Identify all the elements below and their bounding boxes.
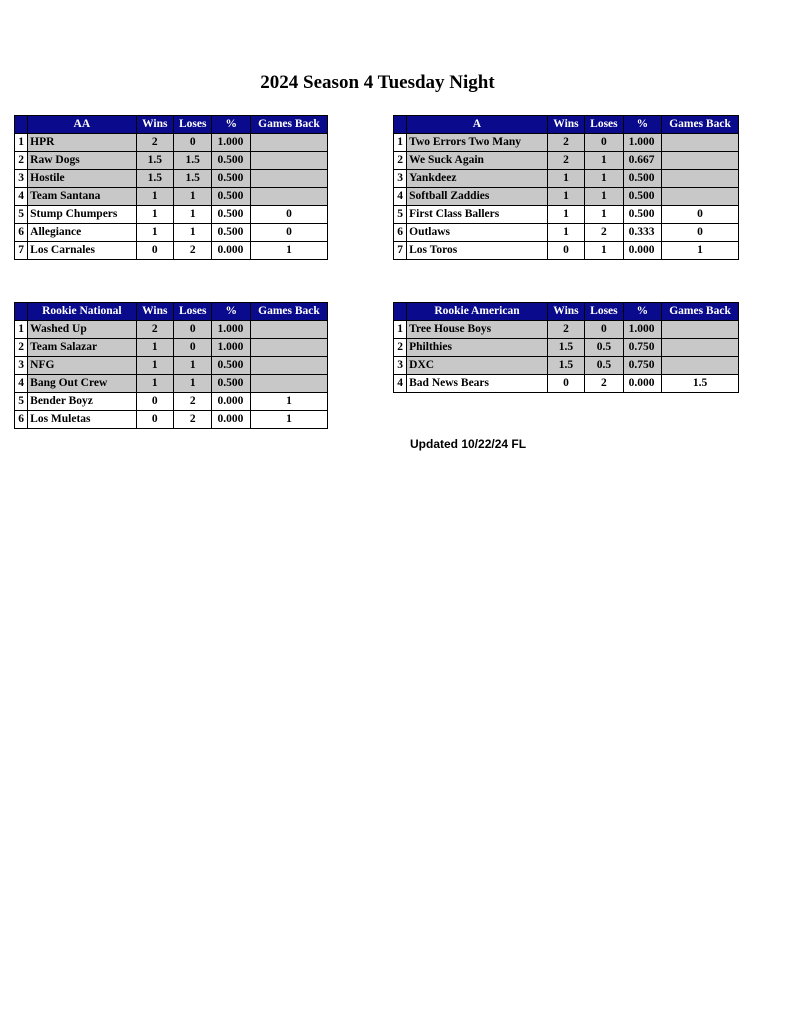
loses-cell: 2 bbox=[585, 375, 623, 393]
loses-cell: 0 bbox=[174, 134, 212, 152]
table-row bbox=[394, 152, 739, 170]
page-title: 2024 Season 4 Tuesday Night bbox=[260, 72, 495, 93]
wins-cell: 1 bbox=[136, 188, 173, 206]
team-name-cell: Hostile bbox=[28, 170, 136, 188]
rank-cell: 7 bbox=[394, 242, 407, 260]
games-back-cell: 0 bbox=[250, 206, 327, 224]
rank-cell: 2 bbox=[15, 339, 28, 357]
games-back-cell: 0 bbox=[662, 206, 739, 224]
wins-cell: 1.5 bbox=[547, 357, 584, 375]
wins-cell: 1.5 bbox=[136, 170, 173, 188]
wins-cell: 1 bbox=[136, 357, 173, 375]
rank-cell: 3 bbox=[394, 357, 407, 375]
pct-cell: 0.750 bbox=[623, 357, 661, 375]
team-name-cell: Los Carnales bbox=[28, 242, 136, 260]
pct-cell: 0.667 bbox=[623, 152, 661, 170]
loses-cell: 1.5 bbox=[174, 152, 212, 170]
games-back-cell bbox=[250, 188, 327, 206]
table-row bbox=[394, 224, 739, 242]
games-back-header: Games Back bbox=[250, 303, 327, 321]
table-row bbox=[15, 393, 328, 411]
loses-cell: 1 bbox=[585, 206, 623, 224]
header-row bbox=[15, 116, 328, 134]
pct-cell: 1.000 bbox=[212, 134, 250, 152]
games-back-cell: 1 bbox=[250, 393, 327, 411]
rank-cell: 6 bbox=[394, 224, 407, 242]
loses-cell: 1 bbox=[585, 170, 623, 188]
wins-cell: 1 bbox=[136, 375, 173, 393]
team-name-cell: Stump Chumpers bbox=[28, 206, 136, 224]
team-name-cell: DXC bbox=[407, 357, 548, 375]
rank-cell: 6 bbox=[15, 411, 28, 429]
pct-cell: 0.333 bbox=[623, 224, 661, 242]
rank-cell: 4 bbox=[15, 188, 28, 206]
games-back-header: Games Back bbox=[250, 116, 327, 134]
rank-cell: 2 bbox=[394, 152, 407, 170]
games-back-cell bbox=[662, 134, 739, 152]
rank-cell: 5 bbox=[15, 393, 28, 411]
rank-cell: 3 bbox=[15, 357, 28, 375]
table-row bbox=[394, 321, 739, 339]
table-row bbox=[15, 242, 328, 260]
team-name-cell: We Suck Again bbox=[407, 152, 548, 170]
team-name-cell: Two Errors Two Many bbox=[407, 134, 548, 152]
wins-header: Wins bbox=[136, 303, 173, 321]
rank-cell: 1 bbox=[15, 321, 28, 339]
rank-cell: 1 bbox=[394, 321, 407, 339]
games-back-cell bbox=[250, 375, 327, 393]
table-row bbox=[15, 170, 328, 188]
pct-cell: 0.500 bbox=[623, 170, 661, 188]
team-name-cell: Yankdeez bbox=[407, 170, 548, 188]
team-name-cell: Softball Zaddies bbox=[407, 188, 548, 206]
games-back-cell bbox=[250, 357, 327, 375]
rank-cell: 2 bbox=[15, 152, 28, 170]
games-back-cell: 1.5 bbox=[662, 375, 739, 393]
wins-cell: 1.5 bbox=[547, 339, 584, 357]
loses-cell: 2 bbox=[174, 242, 212, 260]
rank-cell: 4 bbox=[15, 375, 28, 393]
table-row bbox=[394, 242, 739, 260]
games-back-cell: 1 bbox=[662, 242, 739, 260]
standings-table-rookie-american bbox=[393, 302, 739, 393]
team-name-cell: Los Muletas bbox=[28, 411, 136, 429]
table-row bbox=[15, 134, 328, 152]
loses-cell: 2 bbox=[174, 411, 212, 429]
loses-header: Loses bbox=[174, 116, 212, 134]
wins-header: Wins bbox=[547, 303, 584, 321]
loses-cell: 1 bbox=[174, 206, 212, 224]
wins-cell: 1.5 bbox=[136, 152, 173, 170]
table-row bbox=[15, 321, 328, 339]
loses-cell: 1.5 bbox=[174, 170, 212, 188]
pct-cell: 0.500 bbox=[212, 170, 250, 188]
division-name: AA bbox=[28, 116, 136, 134]
pct-cell: 1.000 bbox=[212, 321, 250, 339]
table-row bbox=[394, 339, 739, 357]
wins-cell: 2 bbox=[547, 321, 584, 339]
loses-cell: 0 bbox=[585, 134, 623, 152]
wins-cell: 1 bbox=[136, 206, 173, 224]
wins-cell: 1 bbox=[136, 224, 173, 242]
loses-header: Loses bbox=[585, 116, 623, 134]
loses-cell: 1 bbox=[174, 357, 212, 375]
table-row bbox=[15, 411, 328, 429]
standings-table-aa bbox=[14, 115, 328, 260]
loses-cell: 1 bbox=[174, 188, 212, 206]
pct-cell: 0.500 bbox=[623, 188, 661, 206]
games-back-cell bbox=[250, 339, 327, 357]
rank-cell: 4 bbox=[394, 188, 407, 206]
rank-cell: 3 bbox=[394, 170, 407, 188]
games-back-cell bbox=[662, 152, 739, 170]
pct-cell: 0.500 bbox=[212, 188, 250, 206]
pct-cell: 0.000 bbox=[212, 242, 250, 260]
team-name-cell: HPR bbox=[28, 134, 136, 152]
rank-cell: 1 bbox=[15, 134, 28, 152]
pct-cell: 0.000 bbox=[212, 411, 250, 429]
pct-cell: 0.500 bbox=[623, 206, 661, 224]
rank-cell: 6 bbox=[15, 224, 28, 242]
wins-cell: 0 bbox=[136, 411, 173, 429]
rank-header bbox=[394, 116, 407, 134]
rank-cell: 1 bbox=[394, 134, 407, 152]
table-row bbox=[15, 152, 328, 170]
pct-cell: 0.500 bbox=[212, 224, 250, 242]
pct-cell: 0.500 bbox=[212, 152, 250, 170]
rank-cell: 7 bbox=[15, 242, 28, 260]
pct-cell: 0.500 bbox=[212, 206, 250, 224]
games-back-cell bbox=[662, 321, 739, 339]
wins-cell: 0 bbox=[136, 242, 173, 260]
pct-cell: 0.000 bbox=[623, 242, 661, 260]
pct-cell: 1.000 bbox=[212, 339, 250, 357]
team-name-cell: Team Santana bbox=[28, 188, 136, 206]
table-row bbox=[15, 375, 328, 393]
team-name-cell: First Class Ballers bbox=[407, 206, 548, 224]
games-back-header: Games Back bbox=[662, 303, 739, 321]
rank-cell: 4 bbox=[394, 375, 407, 393]
loses-cell: 0.5 bbox=[585, 357, 623, 375]
wins-cell: 2 bbox=[547, 152, 584, 170]
loses-header: Loses bbox=[174, 303, 212, 321]
team-name-cell: Bang Out Crew bbox=[28, 375, 136, 393]
rank-cell: 3 bbox=[15, 170, 28, 188]
table-row bbox=[394, 134, 739, 152]
loses-cell: 1 bbox=[174, 375, 212, 393]
wins-header: Wins bbox=[547, 116, 584, 134]
header-row bbox=[394, 303, 739, 321]
games-back-cell bbox=[662, 188, 739, 206]
games-back-cell bbox=[250, 170, 327, 188]
games-back-cell: 0 bbox=[662, 224, 739, 242]
table-row bbox=[15, 339, 328, 357]
games-back-cell: 1 bbox=[250, 242, 327, 260]
wins-cell: 1 bbox=[547, 206, 584, 224]
pct-cell: 0.000 bbox=[212, 393, 250, 411]
team-name-cell: Philthies bbox=[407, 339, 548, 357]
pct-cell: 0.500 bbox=[212, 357, 250, 375]
games-back-cell bbox=[662, 357, 739, 375]
table-row bbox=[15, 357, 328, 375]
table-row bbox=[15, 206, 328, 224]
team-name-cell: Washed Up bbox=[28, 321, 136, 339]
wins-cell: 0 bbox=[547, 242, 584, 260]
team-name-cell: Bender Boyz bbox=[28, 393, 136, 411]
pct-cell: 0.000 bbox=[623, 375, 661, 393]
table-row bbox=[394, 357, 739, 375]
loses-cell: 1 bbox=[585, 152, 623, 170]
team-name-cell: Bad News Bears bbox=[407, 375, 548, 393]
rank-header bbox=[15, 116, 28, 134]
loses-cell: 1 bbox=[585, 188, 623, 206]
table-row bbox=[394, 188, 739, 206]
wins-cell: 0 bbox=[136, 393, 173, 411]
loses-header: Loses bbox=[585, 303, 623, 321]
rank-header bbox=[15, 303, 28, 321]
division-name: Rookie National bbox=[28, 303, 136, 321]
loses-cell: 1 bbox=[585, 242, 623, 260]
loses-cell: 0.5 bbox=[585, 339, 623, 357]
wins-cell: 2 bbox=[136, 134, 173, 152]
games-back-cell bbox=[662, 339, 739, 357]
rank-cell: 5 bbox=[394, 206, 407, 224]
games-back-cell bbox=[250, 321, 327, 339]
pct-header: % bbox=[623, 303, 661, 321]
wins-cell: 2 bbox=[547, 134, 584, 152]
games-back-header: Games Back bbox=[662, 116, 739, 134]
loses-cell: 0 bbox=[585, 321, 623, 339]
table-row bbox=[394, 375, 739, 393]
pct-header: % bbox=[623, 116, 661, 134]
wins-cell: 1 bbox=[547, 170, 584, 188]
header-row bbox=[394, 116, 739, 134]
team-name-cell: Los Toros bbox=[407, 242, 548, 260]
pct-header: % bbox=[212, 116, 250, 134]
standings-table-a bbox=[393, 115, 739, 260]
games-back-cell: 0 bbox=[250, 224, 327, 242]
games-back-cell: 1 bbox=[250, 411, 327, 429]
games-back-cell bbox=[250, 134, 327, 152]
pct-cell: 1.000 bbox=[623, 321, 661, 339]
loses-cell: 0 bbox=[174, 321, 212, 339]
wins-cell: 1 bbox=[136, 339, 173, 357]
team-name-cell: Allegiance bbox=[28, 224, 136, 242]
rank-cell: 5 bbox=[15, 206, 28, 224]
loses-cell: 1 bbox=[174, 224, 212, 242]
table-row bbox=[15, 224, 328, 242]
team-name-cell: NFG bbox=[28, 357, 136, 375]
team-name-cell: Outlaws bbox=[407, 224, 548, 242]
division-name: Rookie American bbox=[407, 303, 548, 321]
rank-header bbox=[394, 303, 407, 321]
games-back-cell bbox=[662, 170, 739, 188]
pct-cell: 0.500 bbox=[212, 375, 250, 393]
pct-header: % bbox=[212, 303, 250, 321]
wins-header: Wins bbox=[136, 116, 173, 134]
updated-note: Updated 10/22/24 FL bbox=[410, 437, 527, 451]
table-row bbox=[394, 206, 739, 224]
wins-cell: 1 bbox=[547, 188, 584, 206]
wins-cell: 1 bbox=[547, 224, 584, 242]
standings-table-rookie-national bbox=[14, 302, 328, 429]
header-row bbox=[15, 303, 328, 321]
rank-cell: 2 bbox=[394, 339, 407, 357]
loses-cell: 0 bbox=[174, 339, 212, 357]
pct-cell: 0.750 bbox=[623, 339, 661, 357]
team-name-cell: Raw Dogs bbox=[28, 152, 136, 170]
team-name-cell: Team Salazar bbox=[28, 339, 136, 357]
team-name-cell: Tree House Boys bbox=[407, 321, 548, 339]
loses-cell: 2 bbox=[585, 224, 623, 242]
pct-cell: 1.000 bbox=[623, 134, 661, 152]
division-name: A bbox=[407, 116, 548, 134]
table-row bbox=[15, 188, 328, 206]
loses-cell: 2 bbox=[174, 393, 212, 411]
games-back-cell bbox=[250, 152, 327, 170]
wins-cell: 2 bbox=[136, 321, 173, 339]
table-row bbox=[394, 170, 739, 188]
wins-cell: 0 bbox=[547, 375, 584, 393]
